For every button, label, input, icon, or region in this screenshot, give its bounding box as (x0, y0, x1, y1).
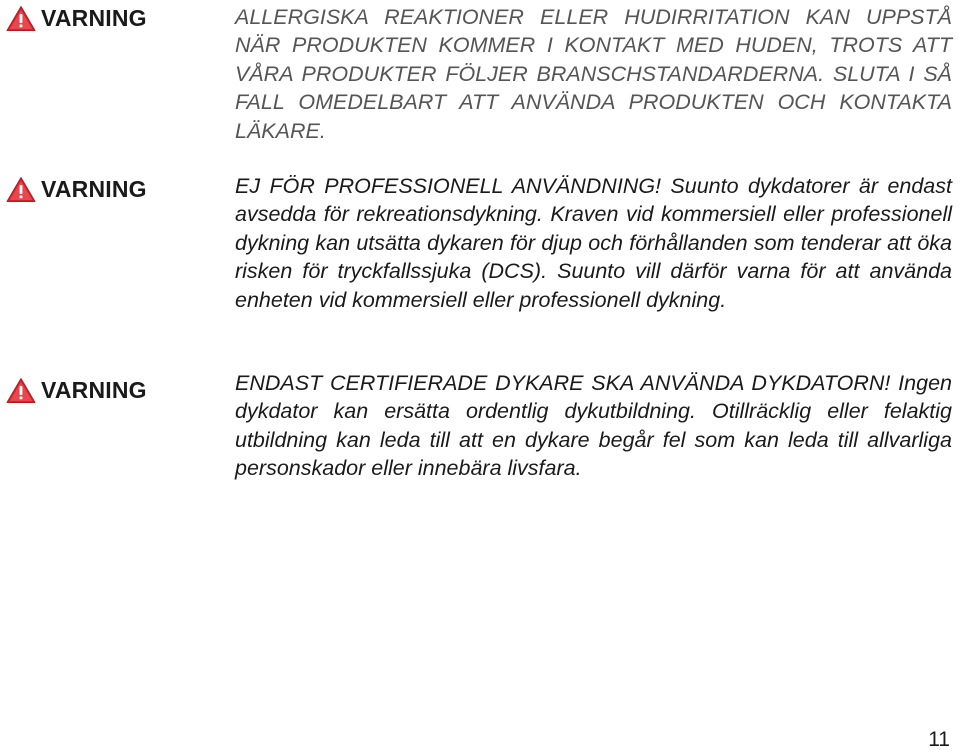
warning-triangle-icon (6, 5, 36, 32)
warning-word: VARNING (41, 175, 147, 202)
warning-triangle-icon (6, 176, 36, 203)
warning-label (6, 3, 147, 33)
warning-text: ALLERGISKA REAKTIONER ELLER HUDIRRITATION KAN UPPSTÅ NÄR PRODUKTEN KOMMER I KONTAKT MED HUDEN, TROTS ATT VÅRA PRODUKTER FÖLJER BRANSCHSTANDARDERNA. SLUTA I SÅ FALL OMEDELBART ATT ANVÄNDA PRODUKTEN OCH KONTAKTA LÄKARE. (235, 5, 952, 143)
warning-word: VARNING (41, 376, 147, 403)
warning-triangle-icon (6, 377, 36, 404)
warning-label (6, 375, 147, 405)
warning-text: EJ FÖR PROFESSIONELL ANVÄNDNING! Suunto dykdatorer är endast avsedda för rekreationsdykning. Kraven vid kommersiell eller professionell dykning kan utsätta dykaren för djup och förhållanden som tenderar att öka risken för tryckfallssjuka (DCS). Suunto vill därför varna för att använda enheten vid kommersiell eller professionell dykning. (235, 174, 952, 312)
warning-label (6, 174, 147, 204)
warning-word: VARNING (41, 4, 147, 31)
warning-text: ENDAST CERTIFIERADE DYKARE SKA ANVÄNDA DYKDATORN! Ingen dykdator kan ersätta ordentlig dykutbildning. Otillräcklig eller felaktig utbildning kan leda till att en dykare begår fel som kan leda till allvarliga personskador eller innebära livsfara. (235, 371, 952, 481)
page-number: 11 (928, 728, 950, 751)
